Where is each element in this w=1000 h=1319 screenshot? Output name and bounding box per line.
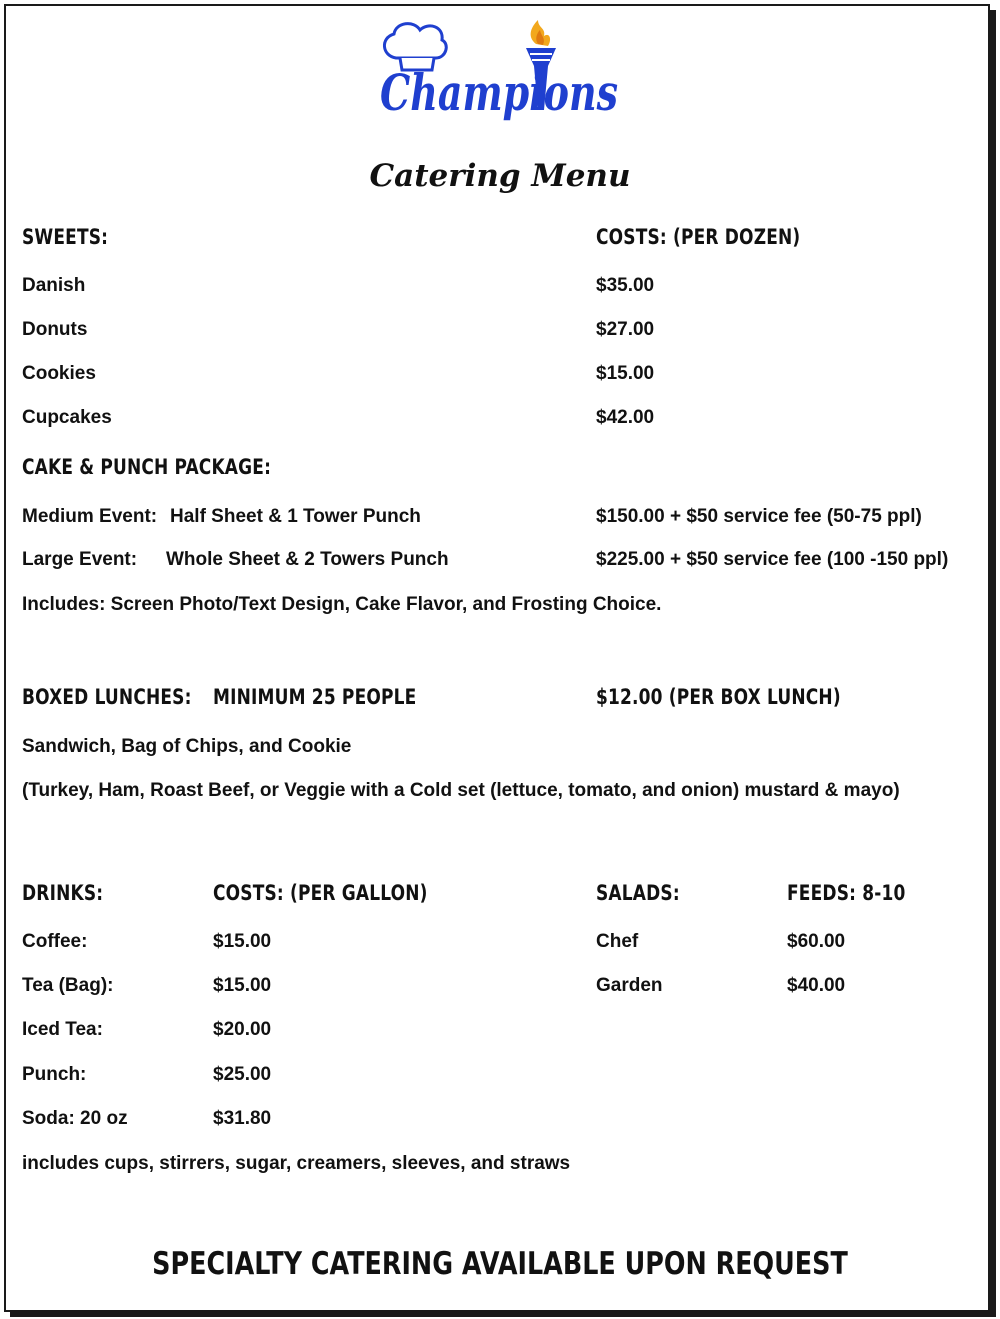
sweets-cost-heading: COSTS: (PER DOZEN) — [596, 225, 801, 249]
logo-wordmark: Champions — [380, 63, 618, 122]
footer-banner: SPECIALTY CATERING AVAILABLE UPON REQUEST — [152, 1246, 848, 1282]
sweets-item-name: Donuts — [22, 319, 88, 340]
drinks-includes: includes cups, stirrers, sugar, creamers, sleeves, and straws — [22, 1153, 571, 1174]
drinks-heading: DRINKS: — [22, 881, 104, 905]
drink-item-price: $25.00 — [213, 1064, 272, 1085]
menu-title: Catering Menu — [369, 158, 631, 194]
salad-item-price: $40.00 — [787, 975, 846, 996]
salad-item-price: $60.00 — [787, 931, 846, 952]
drink-item-name: Iced Tea: — [22, 1019, 103, 1040]
package-price: $225.00 + $50 service fee (100 -150 ppl) — [596, 549, 949, 570]
drink-item-price: $15.00 — [213, 975, 272, 996]
boxed-lunches-line: (Turkey, Ham, Roast Beef, or Veggie with a Cold set (lettuce, tomato, and onion) mustard & mayo) — [22, 780, 900, 801]
sweets-item-price: $27.00 — [596, 319, 655, 340]
sweets-item-price: $35.00 — [596, 275, 655, 296]
salads-feeds-heading: FEEDS: 8-10 — [787, 881, 906, 905]
salad-item-name: Garden — [596, 975, 663, 996]
drink-item-name: Tea (Bag): — [22, 975, 114, 996]
sweets-item-name: Cupcakes — [22, 407, 112, 428]
drink-item-price: $31.80 — [213, 1108, 272, 1129]
package-price: $150.00 + $50 service fee (50-75 ppl) — [596, 506, 922, 527]
salads-heading: SALADS: — [596, 881, 680, 905]
drinks-cost-heading: COSTS: (PER GALLON) — [213, 881, 428, 905]
package-event: Large Event: — [22, 549, 138, 570]
drink-item-name: Punch: — [22, 1064, 87, 1085]
salad-item-name: Chef — [596, 931, 639, 952]
sweets-item-price: $15.00 — [596, 363, 655, 384]
sweets-item-name: Danish — [22, 275, 86, 296]
boxed-lunches-minimum: MINIMUM 25 PEOPLE — [213, 685, 417, 709]
cake-punch-heading: CAKE & PUNCH PACKAGE: — [22, 455, 272, 479]
package-desc: Whole Sheet & 2 Towers Punch — [166, 549, 449, 570]
package-desc: Half Sheet & 1 Tower Punch — [170, 506, 421, 527]
champions-logo — [376, 18, 622, 130]
package-includes: Includes: Screen Photo/Text Design, Cake Flavor, and Frosting Choice. — [22, 594, 662, 615]
page-border — [4, 4, 990, 1312]
drink-item-name: Coffee: — [22, 931, 88, 952]
boxed-lunches-heading: BOXED LUNCHES: — [22, 685, 192, 709]
sweets-item-price: $42.00 — [596, 407, 655, 428]
package-event: Medium Event: — [22, 506, 158, 527]
sweets-item-name: Cookies — [22, 363, 96, 384]
drink-item-name: Soda: 20 oz — [22, 1108, 128, 1129]
sweets-heading: SWEETS: — [22, 225, 109, 249]
drink-item-price: $20.00 — [213, 1019, 272, 1040]
boxed-lunches-price: $12.00 (PER BOX LUNCH) — [596, 685, 841, 709]
drink-item-price: $15.00 — [213, 931, 272, 952]
boxed-lunches-line: Sandwich, Bag of Chips, and Cookie — [22, 736, 352, 757]
